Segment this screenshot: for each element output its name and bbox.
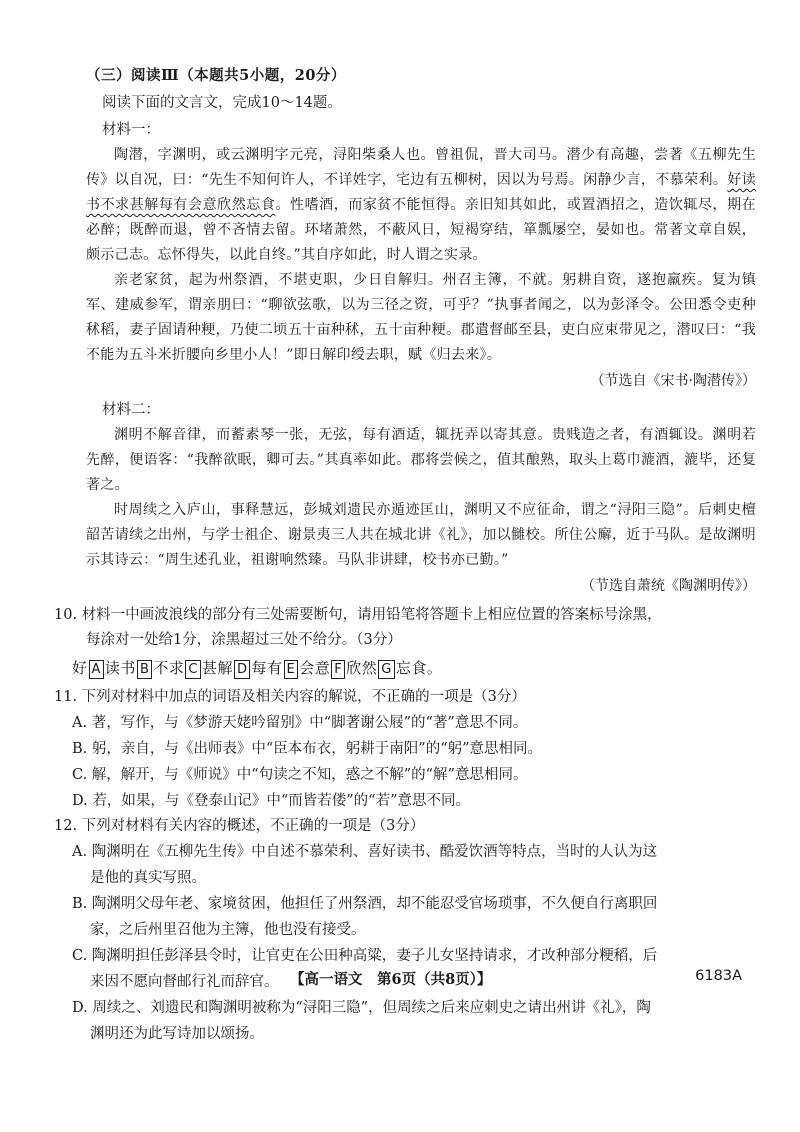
section-title: （三）阅读Ⅲ（本题共5小题，20分）: [86, 67, 346, 84]
material2-paragraph-1: 渊明不解音律，而蓄素琴一张，无弦，每有酒适，辄抚弄以寄其意。贵贱造之者，有酒辄设。渊明若先醉，便语客：“我醉欲眠，卿可去。”其真率如此。郡将尝候之，值其酿熟，取头上葛巾漉酒，漉毕，还复著之。: [86, 427, 756, 493]
q10-marker-a[interactable]: A: [89, 660, 104, 679]
q12-option-a-line1[interactable]: A. 陶渊明在《五柳先生传》中自述不慕荣利、喜好读书、酷爱饮酒等特点，当时的人认为这: [72, 844, 658, 860]
q10-seg-3: 甚解: [201, 659, 233, 677]
q10-seg-0: 好: [72, 659, 88, 677]
q11-option-b[interactable]: B. 躬，亲自，与《出师表》中“臣本布衣，躬耕于南阳”的“躬”意思相同。: [72, 741, 543, 757]
question-10: [54, 603, 756, 653]
footer-exam-code: 6183A: [695, 968, 742, 984]
q12-option-b-line2: 家，之后州里召他为主簿，他也没有接受。: [90, 922, 366, 938]
q10-seg-2: 不求: [153, 659, 185, 677]
material2-label: 材料二：: [102, 402, 160, 418]
q10-seg-4: 每有: [251, 659, 283, 677]
material2-paragraph-2: 时周续之入庐山，事释慧远，彭城刘遗民亦遁迹匡山，渊明又不应征命，谓之“浔阳三隐”。后刺史檀韶苦请续之出州，与学士祖企、谢景夷三人共在城北讲《礼》，加以雠校。所住公廨，近于马队。是故渊明示其诗云：“周生述孔业，祖谢响然臻。马队非讲肆，校书亦已勤。”: [86, 502, 756, 568]
q10-seg-7: 忘食。: [395, 659, 443, 677]
q12-option-a-line2: 是他的真实写照。: [90, 870, 206, 886]
q10-seg-5: 会意: [299, 659, 331, 677]
q12-option-b-line1[interactable]: B. 陶渊明父母年老、家境贫困，他担任了州祭酒，却不能忍受官场琐事，不久便自行离职回: [72, 896, 658, 912]
wavy-underlined-passage: 好读书不求甚解每有会意欣然忘食: [86, 172, 756, 213]
q11-option-c[interactable]: C. 解，解开，与《师说》中“句读之不知，惑之不解”的“解”意思相同。: [72, 767, 528, 783]
q12-option-c-line2: 来因不愿向督邮行礼而辞官。: [90, 974, 279, 990]
q10-stem-line1: 10. 材料一中画波浪线的部分有三处需要断句，请用铅笔将答题卡上相应位置的答案标号涂黑，: [54, 607, 662, 623]
q10-stem-line2: 每涂对一处给1分，涂黑超过三处不给分。（3分）: [86, 632, 402, 648]
q10-marker-e[interactable]: E: [284, 660, 299, 679]
q10-marker-d[interactable]: D: [234, 660, 251, 679]
q10-marker-g[interactable]: G: [378, 660, 395, 679]
material1-source: （节选自《宋书·陶潜传》）: [590, 373, 756, 389]
material1-p1-text-a: 陶潜，字渊明，或云渊明字元亮，浔阳柴桑人也。曾祖侃，晋大司马。潜少有高趣，尝著《五柳先生传》以自况，曰：“先生不知何许人，不详姓字，宅边有五柳树，因以为号焉。闲静少言，不慕荣利。: [86, 147, 756, 188]
question-11: [54, 685, 756, 710]
q11-option-a[interactable]: A. 著，写作，与《梦游天姥吟留别》中“脚著谢公屐”的“著”意思不同。: [72, 715, 528, 731]
q10-seg-1: 读书: [104, 659, 136, 677]
q10-seg-6: 欣然: [346, 659, 378, 677]
q10-marker-f[interactable]: F: [331, 660, 345, 679]
q11-stem: 11. 下列对材料中加点的词语及相关内容的解说，不正确的一项是（3分）: [54, 689, 526, 705]
q10-marker-c[interactable]: C: [185, 660, 201, 679]
material2-source: （节选自萧统《陶渊明传》）: [581, 578, 756, 594]
q12-stem: 12. 下列对材料有关内容的概述，不正确的一项是（3分）: [54, 818, 425, 834]
material1-paragraph-2: 亲老家贫，起为州祭酒，不堪吏职，少日自解归。州召主簿，不就。躬耕自资，遂抱羸疾。复为镇军、建威参军，谓亲朋曰：“聊欲弦歌，以为三径之资，可乎？”执事者闻之，以为彭泽令。公田悉令吏种秫稻，妻子固请种粳，乃使二顷五十亩种秫，五十亩种粳。郡遣督邮至县，吏白应束带见之，潜叹曰：“我不能为五斗米折腰向乡里小人！”即日解印绶去职，赋《归去来》。: [86, 272, 756, 363]
section-instruction: 阅读下面的文言文，完成10～14题。: [102, 95, 342, 111]
q10-marker-b[interactable]: B: [137, 660, 152, 679]
q12-option-d-line2: 渊明还为此写诗加以颂扬。: [90, 1026, 264, 1042]
material1-paragraph-1: [86, 143, 756, 268]
q12-option-d-line1[interactable]: D. 周续之、刘遗民和陶渊明被称为“浔阳三隐”，但周续之后来应刺史之请出州讲《礼》，陶: [72, 1000, 651, 1016]
footer-page-info: 【高一语文 第6页（共8页）】: [290, 971, 492, 988]
q11-option-d[interactable]: D. 若，如果，与《登泰山记》中“而皆若偻”的“若”意思不同。: [72, 793, 470, 809]
q12-option-c-line1[interactable]: C. 陶渊明担任彭泽县令时，让官吏在公田种高粱，妻子儿女坚持请求，才改种部分粳稻，后: [72, 948, 658, 964]
question-12: [54, 814, 756, 839]
material1-label: 材料一：: [102, 122, 160, 138]
material1-p1-text-b: 。性嗜酒，而家贫不能恒得。亲旧知其如此，或置酒招之，造饮辄尽，期在必醉；既醉而退，曾不吝情去留。环堵萧然，不蔽风日，短褐穿结，箪瓢屡空，晏如也。常著文章自娱，颇示己志。忘怀得失，以此自终。”其自序如此，时人谓之实录。: [86, 197, 756, 263]
q10-sentence-with-markers: [72, 657, 756, 679]
